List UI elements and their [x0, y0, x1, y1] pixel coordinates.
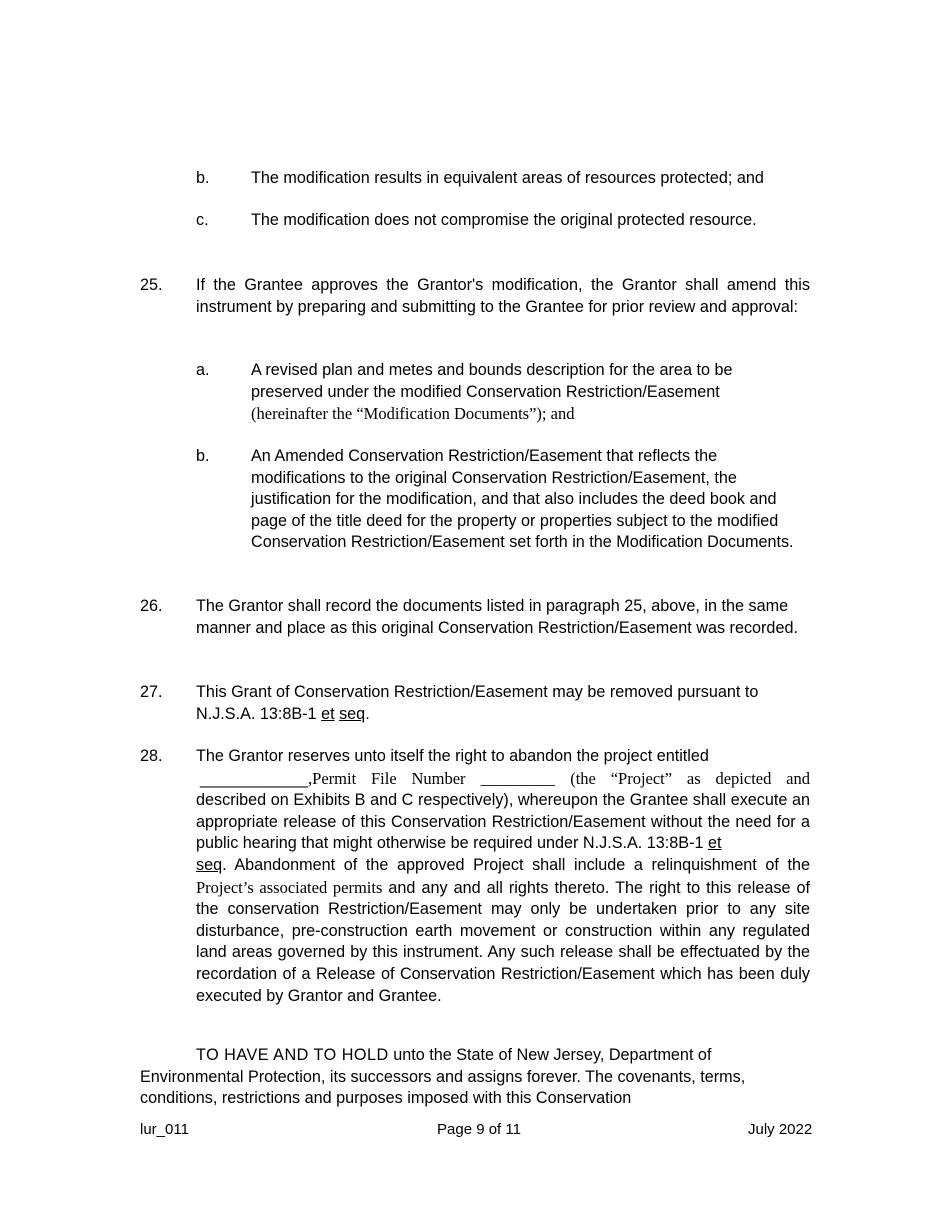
paragraph-28-rest2: . Abandonment of the approved Project shall include a relinquishment of the [222, 855, 810, 874]
footer-date: July 2022 [748, 1121, 813, 1138]
paragraph-27-end: . [365, 704, 370, 723]
paragraph-number-25: 25. [140, 276, 163, 294]
seq-underlined-28: seq [196, 855, 223, 874]
subitem-25a-serif-text: (hereinafter the “Modification Documents”); and [251, 404, 575, 424]
paragraph-28-body [196, 790, 810, 1007]
paragraph-28-line2 [196, 768, 810, 791]
item-label-c: c. [196, 211, 209, 229]
paragraph-26: The Grantor shall record the documents listed in paragraph 25, above, in the same manner and place as this original Conservation Restriction/Easement was recorded. [196, 597, 798, 637]
paragraph-number-28: 28. [140, 747, 163, 765]
subitem-label-25b: b. [196, 447, 210, 465]
subitem-25b: An Amended Conservation Restriction/Easement that reflects the modifications to the original Conservation Restriction/Easement, the justification for the modification, and that also includes the deed book and page of the title deed for the property or properties subject to the modified Conservation Restriction/Easement set forth in the Modification Documents. [251, 447, 794, 552]
paragraph-27-text: This Grant of Conservation Restriction/Easement may be removed pursuant to N.J.S.A. 13:8B-1 [196, 683, 759, 723]
et-underlined: et [321, 704, 335, 723]
paragraph-28 [196, 746, 810, 1007]
et-underlined-28: et [708, 834, 722, 853]
paragraph-number-26: 26. [140, 597, 163, 615]
paragraph-28-serif: Project’s associated permits [196, 877, 383, 897]
paragraph-25: If the Grantee approves the Grantor's modification, the Grantor shall amend this instrument by preparing and submitting to the Grantee for prior review and approval: [196, 276, 810, 316]
subitem-25a-text: A revised plan and metes and bounds description for the area to be preserved under the modified Conservation Restriction/Easement [251, 361, 733, 401]
permit-number-blank: _________ [480, 768, 556, 788]
item-text-c: The modification does not compromise the original protected resource. [251, 211, 757, 229]
paragraph-28-rest3: and any and all rights thereto. The right to this release of the conservation Restriction/Easement may only be undertaken prior to any site disturbance, pre-construction earth movement or construction within any regulated land areas governed by this instrument. Any such release shall be effectuated by the recordation of a Release of Conservation Restriction/Easement which has been duly executed by Grantor and Grantee. [196, 878, 810, 1005]
seq-underlined: seq [339, 704, 366, 723]
project-name-blank: ____________ [200, 769, 309, 788]
habendum-text: unto the State of New Jersey, Department of Environmental Protection, its successors and assigns forever. The covenants, terms, conditions, restrictions and purposes imposed with this Conservation [140, 1046, 746, 1108]
habendum-lead: TO HAVE AND TO HOLD [196, 1046, 389, 1064]
subitem-label-25a: a. [196, 361, 210, 379]
footer-form-id: lur_011 [140, 1121, 189, 1138]
footer-page-number: Page 9 of 11 [437, 1121, 521, 1138]
project-definition: (the “Project” as depicted and [570, 768, 811, 788]
paragraph-27 [196, 682, 771, 725]
habendum-clause [140, 1045, 780, 1110]
paragraph-28-line1: The Grantor reserves unto itself the right to abandon the project entitled [196, 747, 709, 765]
permit-label: ,Permit File Number [308, 768, 466, 788]
item-label-b: b. [196, 169, 210, 187]
item-text-b: The modification results in equivalent areas of resources protected; and [251, 169, 764, 187]
paragraph-28-rest1: described on Exhibits B and C respectively), whereupon the Grantee shall execute an appropriate release of this Conservation Restriction/Easement without the need for a public hearing that might otherwise be required under N.J.S.A. 13:8B-1 [196, 791, 810, 853]
paragraph-number-27: 27. [140, 683, 163, 701]
subitem-25a [251, 360, 771, 426]
